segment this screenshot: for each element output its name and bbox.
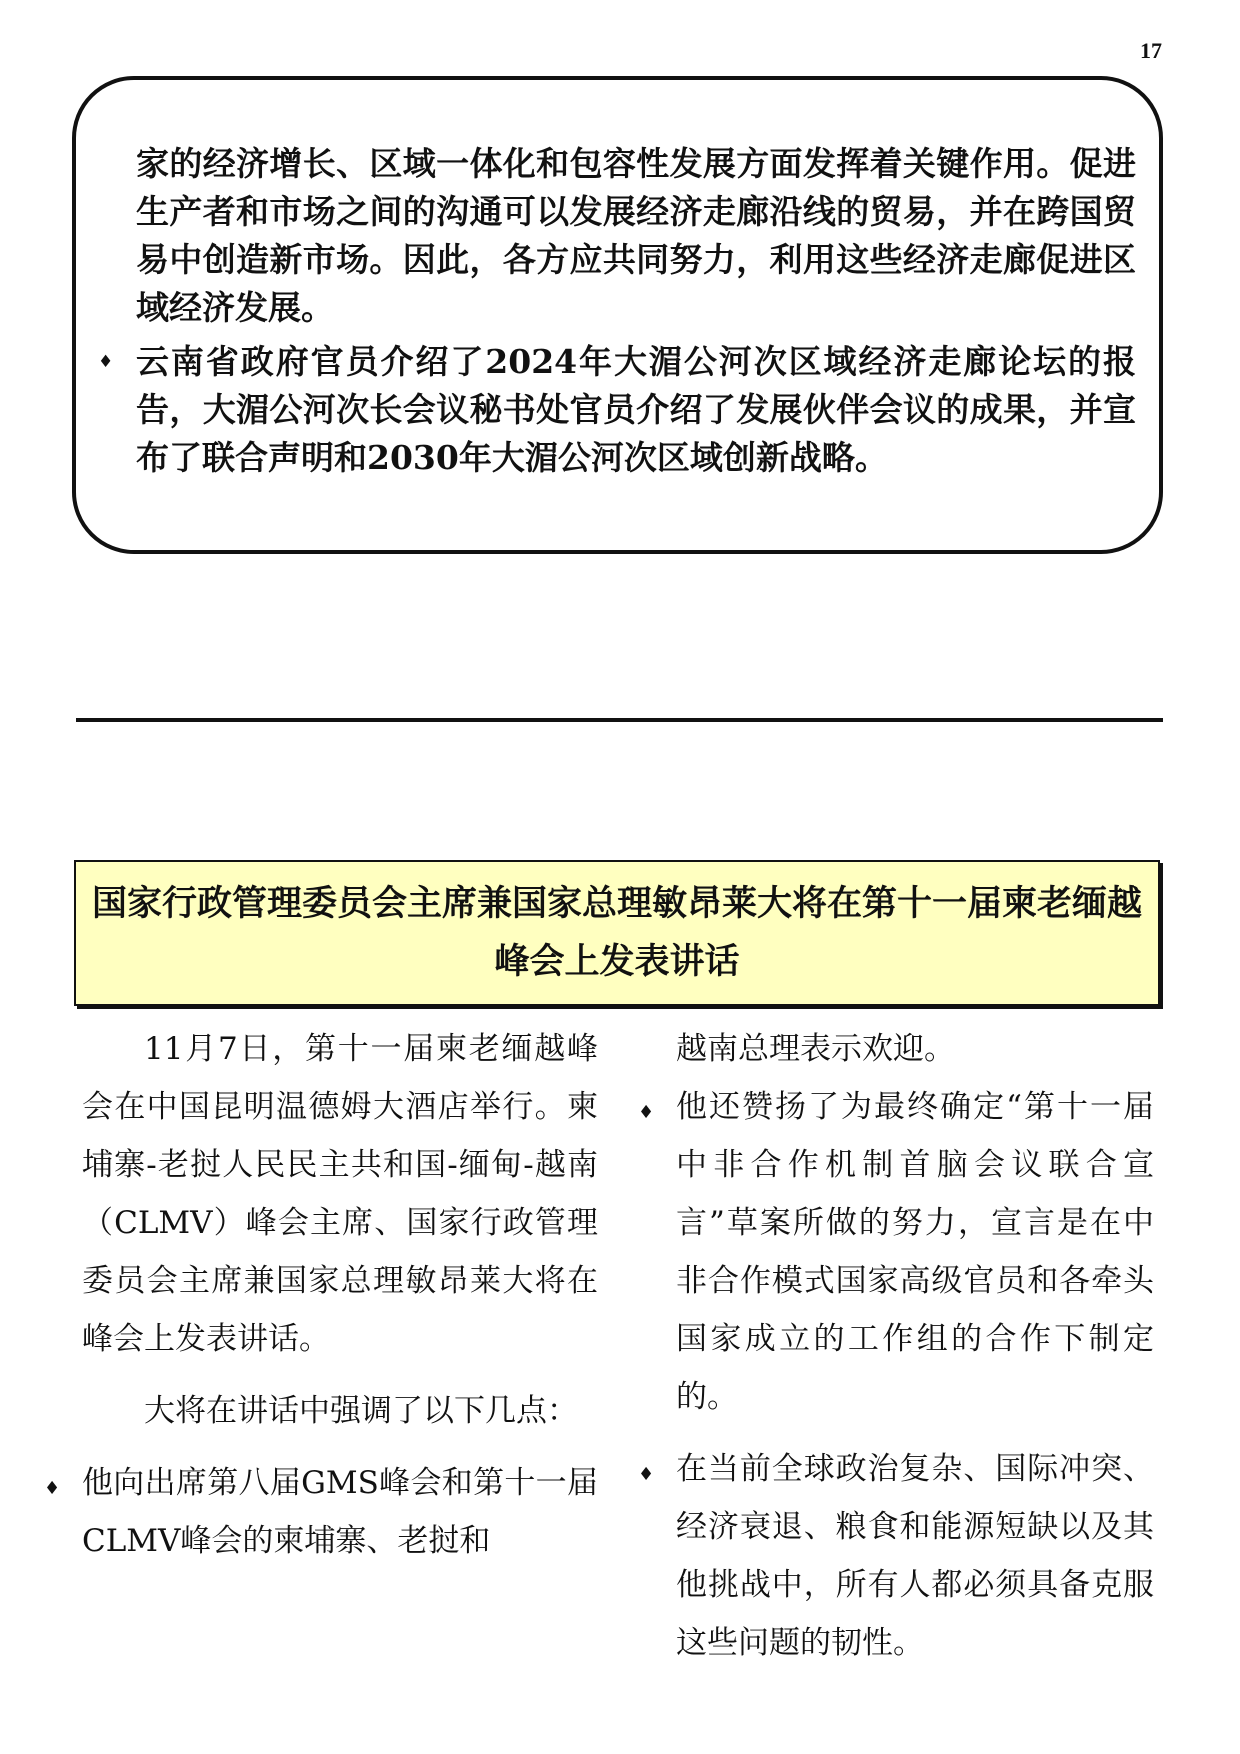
- section-divider: [76, 718, 1163, 722]
- diamond-bullet-icon: ♦: [638, 1464, 655, 1485]
- article-headline: 国家行政管理委员会主席兼国家总理敏昂莱大将在第十一届柬老缅越峰会上发表讲话: [91, 883, 1142, 982]
- diamond-bullet-icon: ♦: [98, 352, 114, 372]
- page-number: 17: [1140, 38, 1162, 63]
- diamond-bullet-icon: ♦: [44, 1478, 61, 1499]
- bullet-continuation: 越南总理表示欢迎。: [676, 1031, 955, 1067]
- box-paragraph: 家的经济增长、区域一体化和包容性发展方面发挥着关键作用。促进生产者和市场之间的沟通可以发展经济走廊沿线的贸易，并在跨国贸易中创造新市场。因此，各方应共同努力，利用这些经济走廊促进区域经济发展。: [136, 144, 1136, 327]
- article-paragraph: 大将在讲话中强调了以下几点：: [144, 1393, 578, 1429]
- headline-box: [74, 860, 1160, 1006]
- bullet-text: 在当前全球政治复杂、国际冲突、经济衰退、粮食和能源短缺以及其他挑战中，所有人都必须具备克服这些问题的韧性。: [676, 1451, 1154, 1661]
- bullet-item: [638, 1440, 1154, 1672]
- box-bullet-item: [98, 338, 1136, 482]
- article-paragraph: 11月7日，第十一届柬老缅越峰会在中国昆明温德姆大酒店举行。柬埔寨-老挝人民民主共和国-缅甸-越南（CLMV）峰会主席、国家行政管理委员会主席兼国家总理敏昂莱大将在峰会上发表讲话。: [82, 1031, 598, 1357]
- left-column: [44, 1020, 598, 1570]
- bullet-text: 他向出席第八届GMS峰会和第十一届CLMV峰会的柬埔寨、老挝和: [82, 1465, 598, 1559]
- bullet-text: 他还赞扬了为最终确定“第十一届中非合作机制首脑会议联合宣言”草案所做的努力，宣言是在中非合作模式国家高级官员和各牵头国家成立的工作组的合作下制定的。: [676, 1089, 1154, 1415]
- box-bullet-text: 云南省政府官员介绍了2024年大湄公河次区域经济走廊论坛的报告，大湄公河次长会议秘书处官员介绍了发展伙伴会议的成果，并宣布了联合声明和2030年大湄公河次区域创新战略。: [136, 342, 1136, 477]
- bullet-item: [638, 1078, 1154, 1426]
- summary-box-text: [98, 140, 1136, 482]
- right-column: [638, 1020, 1154, 1672]
- bullet-item: [44, 1454, 598, 1570]
- diamond-bullet-icon: ♦: [638, 1102, 655, 1123]
